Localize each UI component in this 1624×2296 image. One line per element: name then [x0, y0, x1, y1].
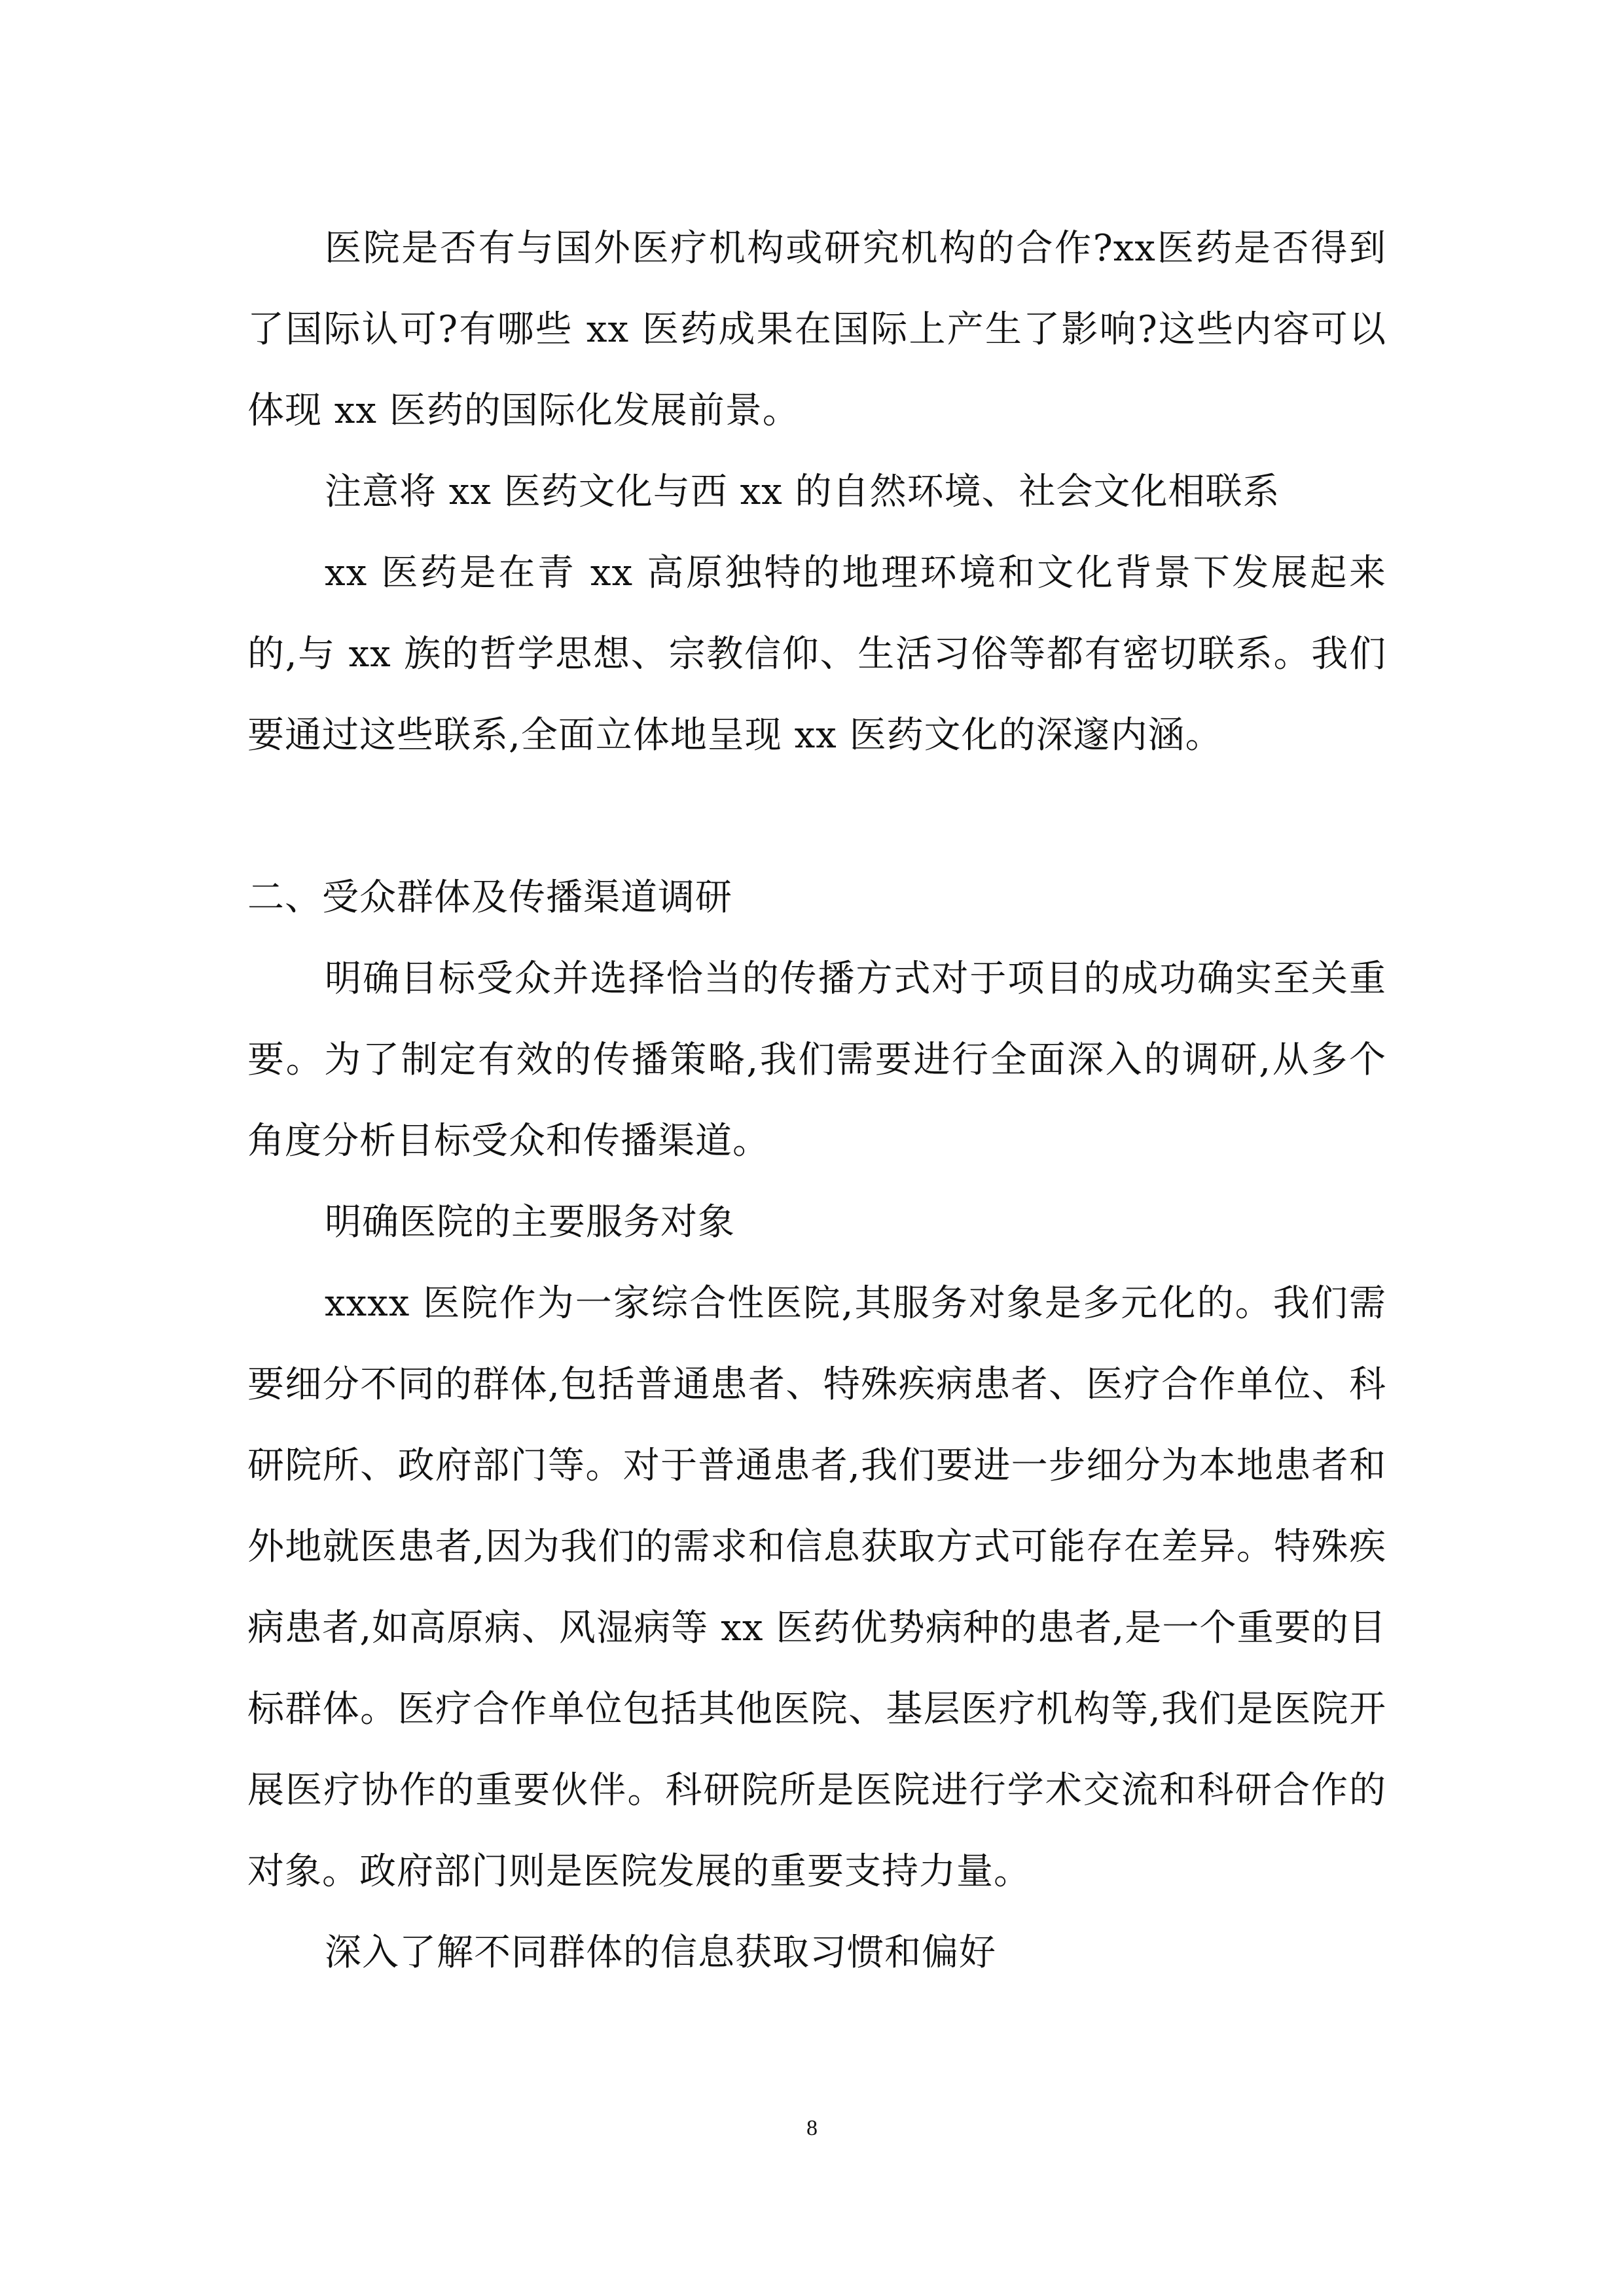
page-number: 8 — [806, 2116, 818, 2140]
paragraph-service-targets-title: 明确医院的主要服务对象 — [325, 1201, 735, 1244]
paragraph-information-habits: 深入了解不同群体的信息获取习惯和偏好 — [325, 1931, 996, 1974]
section-heading: 二、受众群体及传播渠道调研 — [247, 876, 732, 919]
paragraph-culture-link-note: 注意将 xx 医药文化与西 xx 的自然环境、社会文化相联系 — [325, 471, 1280, 513]
paragraph-international-cooperation: 医院是否有与国外医疗机构或研究机构的合作?xx医药是否得到了国际认可?有哪些 xx 医药成果在国际上产生了影响?这些内容可以体现 xx 医药的国际化发展前景。 — [247, 227, 1386, 432]
paragraph-medicine-background: xx 医药是在青 xx 高原独特的地理环境和文化背景下发展起来的,与 xx 族的哲学思想、宗教信仰、生活习俗等都有密切联系。我们要通过这些联系,全面立体地呈现 xx 医药文化的深邃内涵。 — [247, 552, 1386, 757]
page-body — [247, 208, 1386, 1994]
paragraph-audience-intro: 明确目标受众并选择恰当的传播方式对于项目的成功确实至关重要。为了制定有效的传播策略,我们需要进行全面深入的调研,从多个角度分析目标受众和传播渠道。 — [247, 958, 1386, 1162]
paragraph-service-targets-detail: xxxx 医院作为一家综合性医院,其服务对象是多元化的。我们需要细分不同的群体,包括普通患者、特殊疾病患者、医疗合作单位、科研院所、政府部门等。对于普通患者,我们要进一步细分为本地患者和外地就医患者,因为我们的需求和信息获取方式可能存在差异。特殊疾病患者,如高原病、风湿病等 xx 医药优势病种的患者,是一个重要的目标群体。医疗合作单位包括其他医院、基层医疗机构等,我们是医院开展医疗协作的重要伙伴。科研院所是医院进行学术交流和科研合作的对象。政府部门则是医院发展的重要支持力量。 — [247, 1282, 1386, 1893]
